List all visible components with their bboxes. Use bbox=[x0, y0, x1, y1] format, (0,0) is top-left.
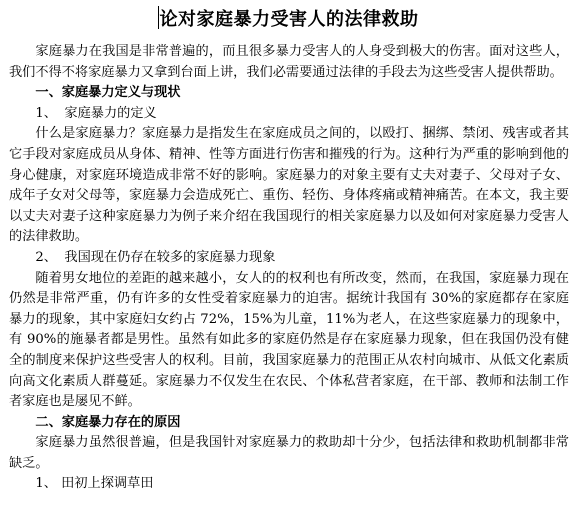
section-1-1-number: 1、 bbox=[35, 105, 57, 121]
intro-paragraph: 家庭暴力在我国是非常普遍的，而且很多暴力受害人的人身受到极大的伤害。面对这些人，我们不得不将家庭暴力又拿到台面上讲，我们必需要通过法律的手段去为这些受害人提供帮助。 bbox=[9, 44, 569, 80]
section-2-paragraph: 家庭暴力虽然很普遍，但是我国针对家庭暴力的救助却十分少，包括法律和救助机制都非常缺乏。 bbox=[9, 435, 569, 471]
section-1-heading: 一、家庭暴力定义与现状 bbox=[35, 85, 181, 101]
section-1-1-paragraph: 什么是家庭暴力？家庭暴力是指发生在家庭成员之间的，以殴打、捆绑、禁闭、残害或者其它手段对家庭成员从身体、精神、性等方面进行伤害和摧残的行为。这种行为严重的影响到他的身心健康，对家庭环境造成非常不好的影响。家庭暴力的对象主要有丈夫对妻子、父母对子女、成年子女对父母等，家庭暴力会造成死亡、重伤、轻伤、身体疼痛或精神痛苦。在本文，我主要以丈夫对妻子这种家庭暴力为例子来介绍在我国现行的相关家庭暴力以及如何对家庭暴力受害人的法律救助。 bbox=[9, 126, 569, 245]
section-1-2-title: 我国现在仍存在较多的家庭暴力现象 bbox=[64, 249, 276, 265]
title-line bbox=[0, 6, 576, 33]
section-1-2-paragraph: 随着男女地位的差距的越来越小，女人的的权利也有所改变，然而，在我国，家庭暴力现在仍然是非常严重，仍有许多的女性受着家庭暴力的迫害。据统计我国有 30%的家庭都存在家庭暴力的现象，其中家庭妇女约占 72%，15%为儿童，11%为老人，在这些家庭暴力的现象中，有 90%的施暴者都是男性。虽然有如此多的家庭仍然是存在家庭暴力现象，但在我国仍没有健全的制度来保护这些受害人的权利。目前，我国家庭暴力的范围正从农村向城市、从低文化素质向高文化素质人群蔓延。家庭暴力不仅发生在农民、个体私营者家庭，在干部、教师和法制工作者家庭也是屡见不鲜。 bbox=[9, 270, 569, 410]
section-2-heading: 二、家庭暴力存在的原因 bbox=[35, 414, 181, 430]
section-1-2-number: 2、 bbox=[35, 249, 57, 265]
section-1-2-heading bbox=[9, 248, 569, 269]
section-1-1-heading bbox=[9, 104, 569, 125]
text-cursor bbox=[158, 6, 159, 29]
section-2-1-heading-partial: 1、 田初上探调草田 bbox=[35, 476, 154, 492]
section-1-1-title: 家庭暴力的定义 bbox=[64, 105, 157, 121]
document-body bbox=[9, 42, 569, 495]
document-title: 论对家庭暴力受害人的法律救助 bbox=[159, 9, 419, 30]
